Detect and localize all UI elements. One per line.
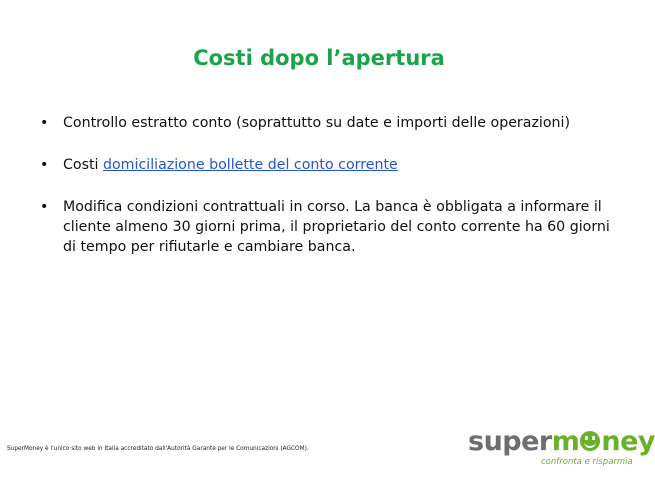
- logo-wordmark: [468, 427, 655, 457]
- bullet-list: [40, 113, 610, 279]
- bullet-text: Modifica condizioni contrattuali in corso. La banca è obbligata a informare il cliente almeno 30 giorni prima, il proprietario del conto corrente ha 60 giorni di tempo per rifiutarle e cambiare banca.: [63, 199, 610, 255]
- bullet-text: Costi: [63, 157, 103, 173]
- bullet-text: Controllo estratto conto (soprattutto su date e importi delle operazioni): [63, 115, 571, 131]
- bullet-dot: •: [40, 199, 49, 215]
- logo-tagline: confronta e risparmia: [541, 457, 633, 467]
- logo-text-ney: ney: [601, 426, 655, 457]
- logo-text-m: m: [551, 426, 580, 457]
- logo-text-super: super: [468, 426, 552, 457]
- smiley-icon: [580, 431, 600, 451]
- domiciliazione-link[interactable]: domiciliazione bollette del conto corrente: [103, 157, 398, 173]
- footer-disclaimer: SuperMoney è l'unico sito web in Italia accreditato dall'Autorità Garante per le Comunicazioni (AGCOM).: [7, 446, 309, 452]
- slide-title: Costi dopo l’apertura: [193, 46, 445, 70]
- bullet-dot: •: [40, 115, 49, 131]
- bullet-item-conditions: [40, 197, 610, 257]
- bullet-item-statement-check: [40, 113, 610, 133]
- supermoney-logo: [468, 426, 655, 472]
- bullet-item-costs: [40, 155, 610, 175]
- bullet-dot: •: [40, 157, 49, 173]
